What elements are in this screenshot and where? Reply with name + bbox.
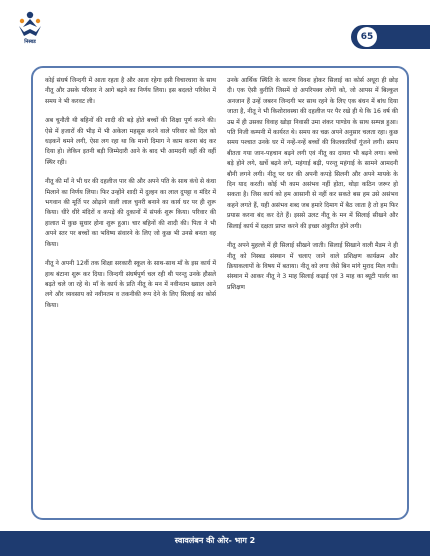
- org-logo: [14, 10, 46, 48]
- content-frame: [31, 66, 409, 520]
- footer-bar: [0, 531, 430, 556]
- right-column: [227, 76, 398, 302]
- paragraph: कोई संघर्ष जिन्दगी में आता रहता है और आता रहेगा इसी विचारधारा के साथ नीतू और उसके परिवार ने आगे बढ़ने का निर्णय लिया। इस बदलते परिवेश में समय ने भी करवट ली।: [45, 77, 216, 105]
- paragraph: अब चुनौती थी बहिनों की शादी की बड़े होते बच्चों की शिक्षा पूर्ण करने की। ऐसे में हजारों की भीड़ में भी अकेला महसूस करने वाले परिवार को दिल को धड़कनें थमने लगी, ऐसा लग रहा था कि मानो दिमाग ने काम करना बंद कर दिया हो। लेकिन इतनी बड़ी जिम्मेदारी आने के बाद भी आमदनी वहीं की वहीं स्थिर रही।: [45, 117, 216, 166]
- org-logo-text: निस्बड: [24, 39, 36, 45]
- left-column: [45, 76, 216, 320]
- org-logo-icon: [14, 10, 46, 40]
- footer-title: स्वावलंबन की ओर- भाग 2: [174, 536, 256, 545]
- paragraph: नीतू अपने मुहल्ले में ही सिलाई सीखने जाती। सिलाई सिखाने वाली मैडम ने ही नीतू को निस्बड संस्थान में चलाए जाने वाले प्रशिक्षण कार्यक्रम और क्रियाकलापों के विषय में बताया। नीतू को लगा जैसे बिन मांगे मुराद मिल गयी। संस्थान में आकर नीतू ने 3 माह सिलाई कढ़ाई एवं 3 माह का ब्यूटी पार्लर का प्रशिक्षण: [227, 242, 398, 291]
- page-number-badge: [351, 25, 430, 49]
- page-number: 65: [357, 27, 377, 47]
- paragraph: नीतू ने अपनी 12वीं तक शिक्षा सरकारी स्कूल के साथ-साथ माँ के इस कार्य में हाथ बंटाना शुरू कर दिया। जिन्दगी संघर्षपूर्ण चल रही थी परन्तु उनके हौसले बढ़ते चले जा रहे थे। माँ के कार्य के प्रति नीतू के मन में नवीनतम ख्याल आने लगे और व्यवसाय को नवीनतम व तकनीकी रूप देने के लिए सिलाई का कोर्स किया।: [45, 260, 216, 309]
- paragraph: उनके आर्थिक स्थिति के कारण विवश होकर सिलाई का कोर्स अधूरा ही छोड़ दी। एक ऐसी कुरीति जिसमें दो अपरिपक्व लोगों को, जो आपस में बिल्कुल अनजान हैं उन्हें जबरन जिन्दगी भर साथ रहने के लिए एक बंधन में बांध दिया जाता है, नीतू ने भी किशोरावस्था की दहलीज पर पैर रखे ही थे कि 16 वर्ष की उम्र में ही उसका विवाह खोड़ा निवासी उमा शंकर पाण्डेय के साथ सम्पन्न हुआ। पति निजी कम्पनी में कार्यरत थे। समय का चक्र अपने अनुसार चलता रहा। कुछ समय पश्चात उनके घर में नन्हें-नन्हें बच्चों की किलकारियाँ गूंजने लगी। समय बीतता गया जान-पहचान बढ़ने लगी एवं नीतू का दायरा भी बढ़ने लगा। बच्चे बड़े होने लगे, खर्चे बढ़ने लगे, महंगाई बढ़ी, परन्तु महंगाई के सामने आमदनी बौनी लगने लगी। नीतू पर घर की अपनी कपड़े सिलनी और अपने मायके के दिन याद करती। कोई भी काम असंभव नहीं होता, थोड़ा कठिन जरूर हो सकता है। जिस कार्य को हम आसानी से नहीं कर सकते बस हम उसे असंभव कहने लगते हैं, यही असंभव शब्द जब हमारे दिमाग में बैठ जाता है तो हम फिर प्रयास करना बंद कर देते हैं। इससे उलट नीतू के मन में सिलाई सीखने और सिलाई कार्य में दक्षता प्राप्त करने की इच्छा अंकुरित होने लगी।: [227, 77, 398, 230]
- paragraph: नीतू की माँ ने भी घर की दहलीज पार की और अपने पति के साथ कंधे से कंधा मिलाने का निर्णय लिया। फिर उन्होंने शादी में दुल्हन का लाल दुपट्टा व मंदिर में भगवान की मूर्ति पर ओढ़ाने वाली लाल चुनरी बनाने का कार्य घर पर ही शुरू किया। धीरे धीरे मंदिरों व कपड़े की दुकानों में संपर्क शुरू किया। परिवार की हालात में कुछ सुधार होना शुरू हुआ। चार बहिनों की शादी की। पिता ने भी अपने स्तर पर बच्चों का भविष्य संवारने के लिए जो कुछ भी उनसे बनता वह किया।: [45, 178, 216, 248]
